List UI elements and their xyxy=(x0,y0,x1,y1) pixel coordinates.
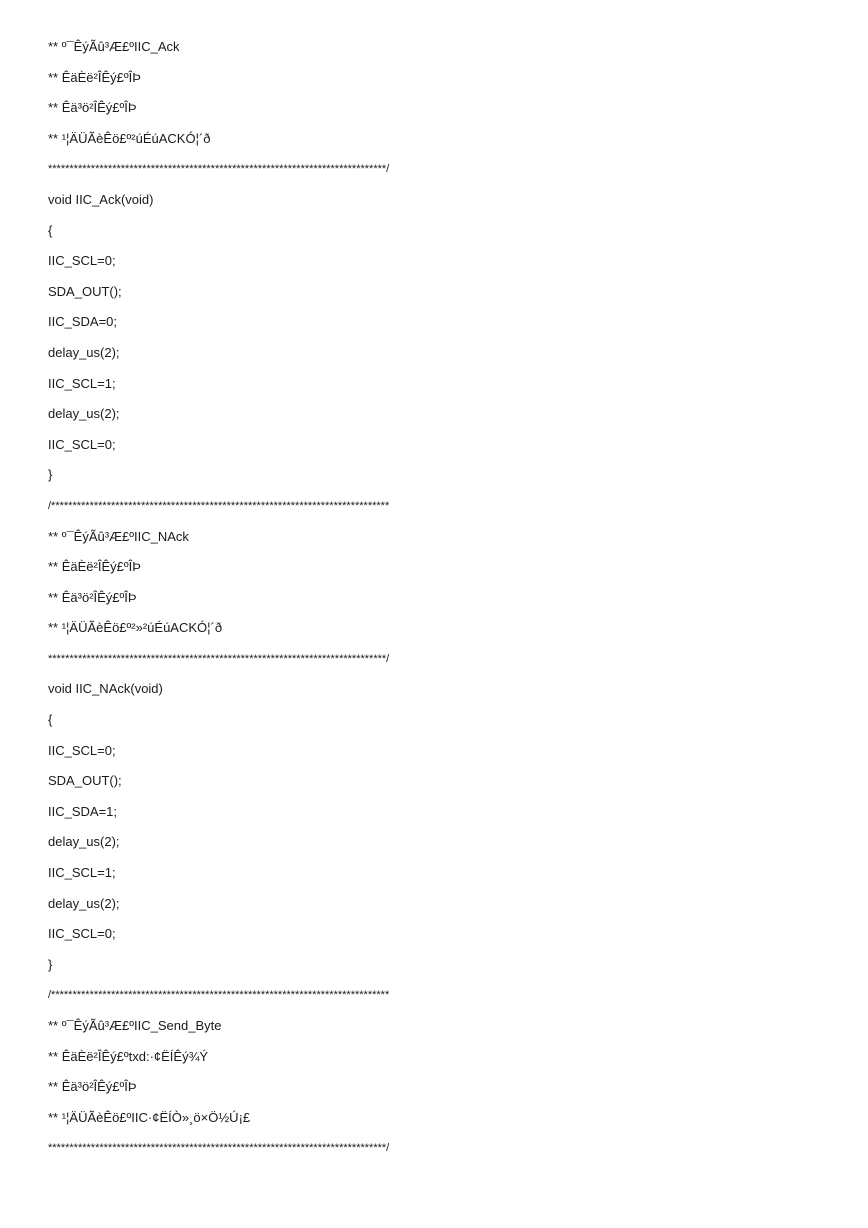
code-line: { xyxy=(48,712,53,728)
code-line: delay_us(2); xyxy=(48,406,120,422)
code-line: /******************************************************************************* xyxy=(48,989,390,1002)
code-line: IIC_SCL=0; xyxy=(48,253,116,269)
code-line: ** º¯ÊýÃû³Æ£ºIIC_NAck xyxy=(48,528,189,544)
code-line: ** ¹¦ÄÜÃèÊö£º²úÉúACKÓ¦´ð xyxy=(48,130,211,146)
code-line: IIC_SDA=0; xyxy=(48,314,118,330)
code-line: SDA_OUT(); xyxy=(48,283,122,299)
code-line: ** ÊäÈë²ÎÊý£ºÎÞ xyxy=(48,69,141,85)
code-line: } xyxy=(48,467,53,483)
code-line: ** Êä³ö²ÎÊý£ºÎÞ xyxy=(48,589,137,605)
code-line: ** ¹¦ÄÜÃèÊö£ºIIC·¢ËÍÒ»¸ö×Ö½Ú¡£ xyxy=(48,1109,251,1125)
code-line: IIC_SCL=0; xyxy=(48,436,116,452)
code-line: { xyxy=(48,222,53,238)
code-line: *******************************************************************************/ xyxy=(48,1142,390,1155)
code-line: void IIC_NAck(void) xyxy=(48,681,163,697)
code-line: IIC_SDA=1; xyxy=(48,803,118,819)
code-line: *******************************************************************************/ xyxy=(48,163,390,176)
code-line: IIC_SCL=1; xyxy=(48,865,116,881)
code-line: SDA_OUT(); xyxy=(48,773,122,789)
code-line: } xyxy=(48,956,53,972)
code-line: ** º¯ÊýÃû³Æ£ºIIC_Ack xyxy=(48,39,180,54)
code-line: IIC_SCL=0; xyxy=(48,926,116,942)
code-line: ** ÊäÈë²ÎÊý£ºÎÞ xyxy=(48,559,141,575)
code-line: void IIC_Ack(void) xyxy=(48,191,154,207)
code-line: IIC_SCL=1; xyxy=(48,375,116,391)
code-line: ** º¯ÊýÃû³Æ£ºIIC_Send_Byte xyxy=(48,1018,222,1033)
code-line: ** ¹¦ÄÜÃèÊö£º²»²úÉúACKÓ¦´ð xyxy=(48,620,223,636)
code-line: /******************************************************************************* xyxy=(48,499,390,512)
code-line: ** Êä³ö²ÎÊý£ºÎÞ xyxy=(48,100,137,116)
code-line: delay_us(2); xyxy=(48,834,120,850)
code-line: ** Êä³ö²ÎÊý£ºÎÞ xyxy=(48,1079,137,1095)
code-line: ** ÊäÈë²ÎÊý£ºtxd:·¢ËÍÊý¾Ý xyxy=(48,1048,209,1064)
code-line: delay_us(2); xyxy=(48,895,120,911)
code-line: *******************************************************************************/ xyxy=(48,652,390,665)
code-listing xyxy=(48,37,848,1169)
code-line: delay_us(2); xyxy=(48,344,120,360)
code-line: IIC_SCL=0; xyxy=(48,742,116,758)
